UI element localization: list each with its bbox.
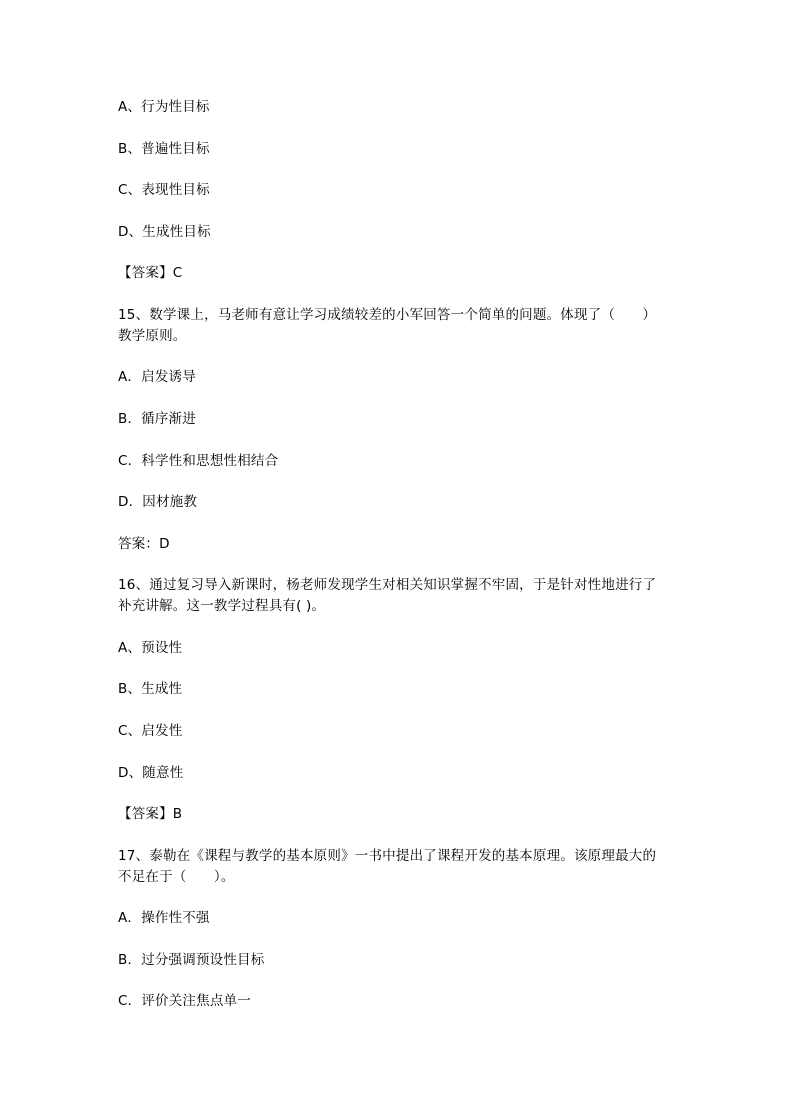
q15-option-b: B．循序渐进	[118, 411, 196, 427]
q16-question-line-2: 补充讲解。这一教学过程具有( )。	[118, 598, 326, 614]
q17-option-c: C．评价关注焦点单一	[118, 993, 251, 1009]
q15-question-line-1: 15、数学课上，马老师有意让学习成绩较差的小军回答一个简单的问题。体现了（ ）	[118, 307, 657, 323]
q14-option-c: C、表现性目标	[118, 182, 210, 198]
q16-option-c: C、启发性	[118, 723, 183, 739]
q17-question-line-1: 17、泰勒在《课程与教学的基本原则》一书中提出了课程开发的基本原理。该原理最大的	[118, 848, 657, 864]
q15-question-line-2: 教学原则。	[118, 328, 187, 344]
q15-option-c: C．科学性和思想性相结合	[118, 453, 279, 469]
q14-option-b: B、普遍性目标	[118, 141, 210, 157]
q16-question-line-1: 16、通过复习导入新课时，杨老师发现学生对相关知识掌握不牢固，于是针对性地进行了	[118, 577, 657, 593]
q15-option-a: A．启发诱导	[118, 369, 196, 385]
q15-answer: 答案：D	[118, 536, 170, 552]
q16-option-a: A、预设性	[118, 640, 183, 656]
q15-option-d: D．因材施教	[118, 494, 198, 510]
q16-option-b: B、生成性	[118, 681, 183, 697]
q16-option-d: D、随意性	[118, 765, 184, 781]
q14-option-d: D、生成性目标	[118, 224, 211, 240]
q17-option-b: B．过分强调预设性目标	[118, 952, 265, 968]
q17-question-line-2: 不足在于（ ）。	[118, 869, 235, 885]
q16-answer: 【答案】B	[118, 806, 183, 822]
q14-option-a: A、行为性目标	[118, 99, 210, 115]
q14-answer: 【答案】C	[118, 265, 183, 281]
q17-option-a: A．操作性不强	[118, 910, 210, 926]
